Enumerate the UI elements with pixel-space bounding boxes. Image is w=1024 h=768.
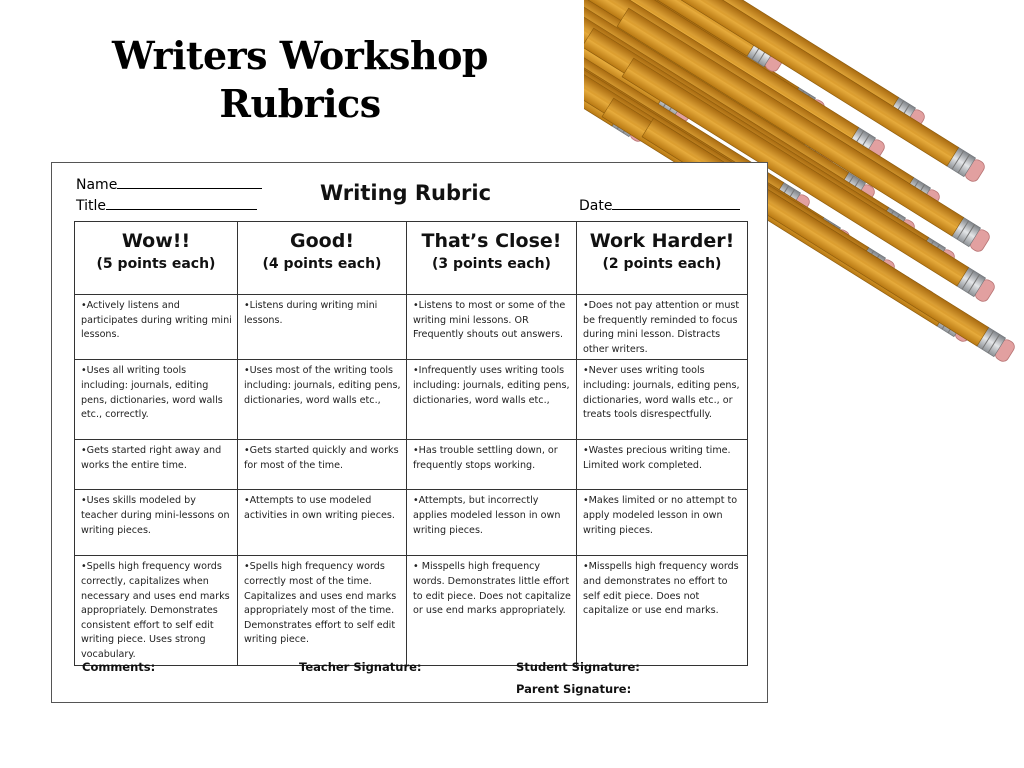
rubric-sheet <box>51 162 768 703</box>
rubric-cell: •Does not pay attention or must be frequently reminded to focus during mini lesson. Distracts other writers. <box>577 295 748 360</box>
rubric-cell: •Spells high frequency words correctly most of the time. Capitalizes and uses end marks appropriately most of the time. Demonstrates effort to self edit writing piece. <box>238 556 407 665</box>
rubric-cell: •Gets started quickly and works for most of the time. <box>238 440 407 490</box>
rubric-cell: •Has trouble settling down, or frequently stops working. <box>407 440 577 490</box>
level-header-work-harder <box>577 222 748 295</box>
rubric-cell: •Never uses writing tools including: journals, editing pens, dictionaries, word walls etc., or treats tools disrespectfully. <box>577 360 748 440</box>
name-blank-line <box>117 175 262 189</box>
parent-signature-label: Parent Signature: <box>516 682 632 696</box>
title-label: Title <box>76 198 107 214</box>
rubric-cell: •Attempts to use modeled activities in own writing pieces. <box>238 490 407 556</box>
rubric-cell: •Gets started right away and works the entire time. <box>75 440 238 490</box>
rubric-row-work-time <box>75 440 748 490</box>
title-blank-line <box>106 196 257 210</box>
level-header-wow <box>75 222 238 295</box>
slide-title <box>60 32 540 128</box>
slide-title-line-1: Writers Workshop <box>111 33 488 78</box>
rubric-cell: •Makes limited or no attempt to apply modeled lesson in own writing pieces. <box>577 490 748 556</box>
rubric-row-tools <box>75 360 748 440</box>
rubric-heading: Writing Rubric <box>320 181 492 205</box>
level-label: Good! <box>290 230 354 252</box>
name-field <box>76 175 262 193</box>
rubric-cell: •Listens to most or some of the writing mini lessons. OR Frequently shouts out answers. <box>407 295 577 360</box>
level-points: (3 points each) <box>432 256 551 272</box>
rubric-cell: •Actively listens and participates during writing mini lessons. <box>75 295 238 360</box>
level-header-thats-close <box>407 222 577 295</box>
level-points: (4 points each) <box>262 256 382 272</box>
rubric-cell: •Wastes precious writing time. Limited work completed. <box>577 440 748 490</box>
rubric-cell: •Uses skills modeled by teacher during mini-lessons on writing pieces. <box>75 490 238 556</box>
rubric-cell: •Uses all writing tools including: journals, editing pens, dictionaries, word walls etc., correctly. <box>75 360 238 440</box>
rubric-cell: • Misspells high frequency words. Demonstrates little effort to edit piece. Does not capitalize or use end marks appropriately. <box>407 556 577 665</box>
title-field <box>76 196 257 214</box>
rubric-header-row <box>75 222 748 295</box>
rubric-cell: •Uses most of the writing tools including: journals, editing pens, dictionaries, word walls etc., <box>238 360 407 440</box>
level-points: (5 points each) <box>96 256 216 272</box>
level-label: Work Harder! <box>589 230 735 252</box>
rubric-row-skills <box>75 490 748 556</box>
slide-title-line-2: Rubrics <box>219 81 381 126</box>
level-label: Wow!! <box>121 230 191 252</box>
name-label: Name <box>76 177 118 193</box>
rubric-cell: •Attempts, but incorrectly applies modeled lesson in own writing pieces. <box>407 490 577 556</box>
date-label: Date <box>579 198 613 214</box>
rubric-cell: •Spells high frequency words correctly, capitalizes when necessary and uses end marks appropriately. Demonstrates consistent effort to self edit writing piece. Uses strong vocabulary. <box>75 556 238 665</box>
student-signature-label: Student Signature: <box>516 660 640 674</box>
date-field <box>579 196 740 214</box>
teacher-signature-label: Teacher Signature: <box>299 660 422 674</box>
rubric-row-conventions <box>75 556 748 665</box>
comments-label: Comments: <box>82 660 156 674</box>
rubric-cell: •Listens during writing mini lessons. <box>238 295 407 360</box>
date-blank-line <box>612 196 740 210</box>
rubric-row-listening <box>75 295 748 360</box>
level-header-good <box>238 222 407 295</box>
rubric-table <box>74 221 748 666</box>
rubric-cell: •Misspells high frequency words and demonstrates no effort to self edit piece. Does not capitalize or use end marks. <box>577 556 748 665</box>
level-points: (2 points each) <box>602 256 722 272</box>
level-label: That’s Close! <box>421 230 562 252</box>
rubric-cell: •Infrequently uses writing tools including: journals, editing pens, dictionaries, word walls etc., <box>407 360 577 440</box>
